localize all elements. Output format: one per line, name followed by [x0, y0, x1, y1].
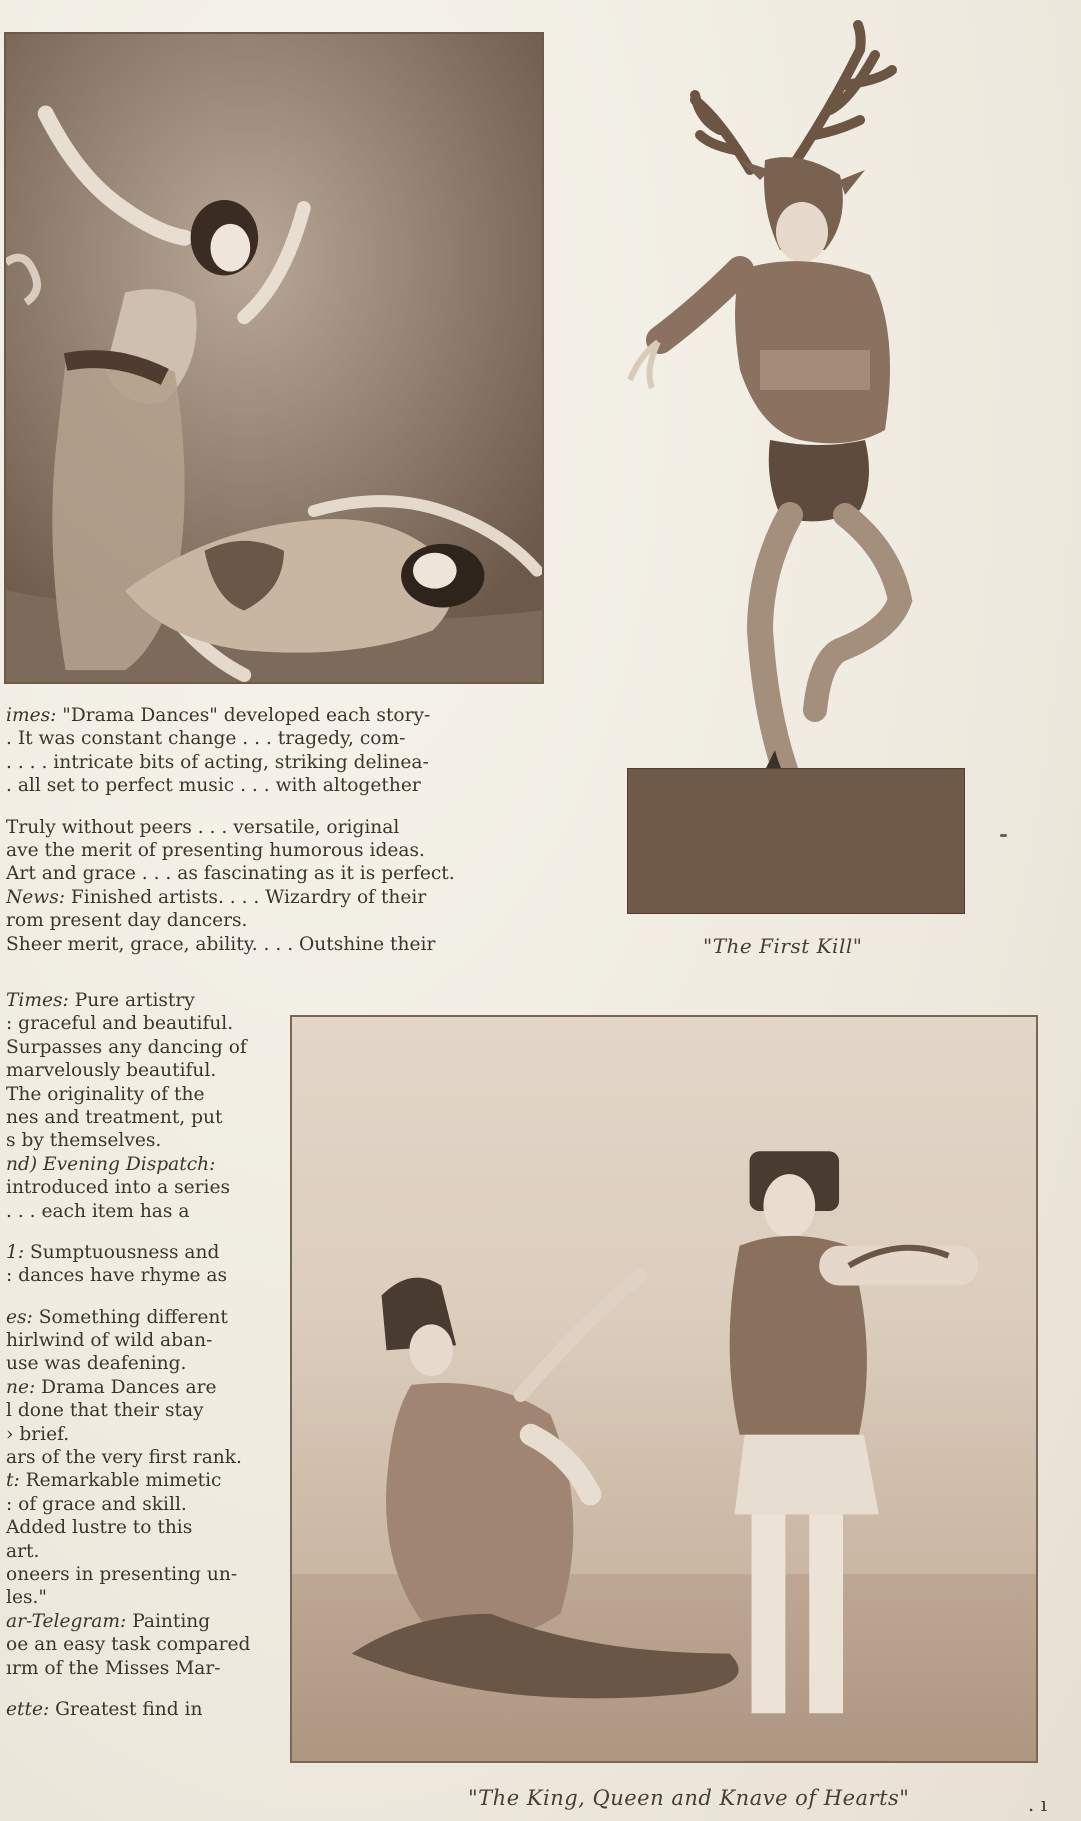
- source-name: News:: [6, 886, 65, 908]
- source-name: ne:: [6, 1376, 36, 1398]
- quote-text: oe an easy task compared: [6, 1634, 251, 1656]
- quote-text: ave the merit of presenting humorous ideas.: [6, 839, 425, 861]
- quote-line: [6, 1493, 262, 1516]
- paragraph-gap: [6, 1223, 262, 1241]
- page-marks: . ı: [1027, 1792, 1047, 1816]
- quote-text: ırm of the Misses Mar-: [6, 1657, 221, 1679]
- quote-text: les.": [6, 1587, 47, 1609]
- quote-line: [6, 1516, 262, 1539]
- caption-king-queen-knave: "The King, Queen and Knave of Hearts": [468, 1786, 910, 1810]
- quote-line: [6, 1446, 262, 1469]
- source-name: ette:: [6, 1698, 50, 1720]
- quote-text: Sumptuousness and: [24, 1241, 220, 1263]
- quote-text: l done that their stay: [6, 1400, 204, 1422]
- quote-text: : dances have rhyme as: [6, 1265, 228, 1287]
- quote-text: : graceful and beautiful.: [6, 1013, 234, 1035]
- quote-line: [6, 1200, 262, 1223]
- quote-text: Drama Dances are: [35, 1376, 217, 1398]
- quote-line: [6, 816, 492, 839]
- quote-line: [6, 1423, 262, 1446]
- quote-line: [6, 1657, 262, 1680]
- source-name: 1:: [6, 1241, 25, 1263]
- quote-line: [6, 933, 492, 956]
- quote-line: [6, 1306, 262, 1329]
- quote-text: "Drama Dances" developed each story-: [56, 705, 431, 726]
- quote-text: The originality of the: [6, 1083, 205, 1105]
- quote-text: : of grace and skill.: [6, 1493, 187, 1515]
- quote-text: . all set to perfect music . . . with altogether: [6, 775, 421, 797]
- quote-text: hirlwind of wild aban-: [6, 1330, 213, 1352]
- quote-line: [6, 1469, 262, 1492]
- source-name: nd) Evening Dispatch:: [6, 1153, 216, 1175]
- quote-text: Art and grace . . . as fascinating as it is perfect.: [6, 863, 455, 885]
- quote-text: Truly without peers . . . versatile, original: [6, 816, 400, 838]
- quote-text: ars of the very first rank.: [6, 1447, 242, 1469]
- quote-line: [6, 989, 262, 1012]
- quote-text: introduced into a series: [6, 1177, 231, 1199]
- quote-line: [6, 1376, 262, 1399]
- paragraph-gap: [6, 1288, 262, 1306]
- quote-line: [6, 1129, 262, 1152]
- quote-line: [6, 727, 492, 750]
- quote-text: use was deafening.: [6, 1353, 187, 1375]
- review-quotes-upper: [6, 704, 492, 956]
- quote-line: [6, 862, 492, 885]
- quote-text: marvelously beautiful.: [6, 1060, 217, 1082]
- quote-line: [6, 1399, 262, 1422]
- caption-first-kill: "The First Kill": [703, 934, 863, 958]
- source-name: es:: [6, 1306, 33, 1328]
- photo-deer-base: [627, 768, 965, 914]
- quote-text: s by themselves.: [6, 1130, 162, 1152]
- quote-text: Pure artistry: [68, 990, 195, 1011]
- quote-line: [6, 1012, 262, 1035]
- quote-line: [6, 909, 492, 932]
- paragraph-gap: [6, 1680, 262, 1698]
- quote-text: Finished artists. . . . Wizardry of their: [65, 886, 427, 908]
- quote-text: Painting: [126, 1610, 211, 1632]
- quote-line: [6, 1610, 262, 1633]
- quote-line: [6, 1540, 262, 1563]
- quote-line: [6, 1083, 262, 1106]
- quote-text: . . . . intricate bits of acting, striking delinea-: [6, 751, 429, 773]
- quote-text: art.: [6, 1540, 40, 1562]
- quote-line: [6, 1633, 262, 1656]
- quote-text: Remarkable mimetic: [19, 1470, 222, 1492]
- quote-line: [6, 1563, 262, 1586]
- source-name: Times:: [6, 990, 69, 1011]
- quote-line: [6, 1036, 262, 1059]
- quote-line: [6, 1241, 262, 1264]
- quote-line: [6, 1176, 262, 1199]
- quote-line: [6, 1264, 262, 1287]
- quote-line: [6, 774, 492, 797]
- quote-line: [6, 839, 492, 862]
- print-speck: [1000, 834, 1007, 837]
- quote-text: Greatest find in: [49, 1698, 203, 1720]
- quote-text: oneers in presenting un-: [6, 1563, 238, 1585]
- quote-text: › brief.: [6, 1423, 70, 1445]
- paragraph-gap: [6, 798, 492, 816]
- quote-text: Something different: [32, 1306, 228, 1328]
- quote-line: [6, 886, 492, 909]
- source-name: t:: [6, 1470, 20, 1492]
- quote-line: [6, 1586, 262, 1609]
- quote-text: rom present day dancers.: [6, 910, 248, 932]
- quote-text: . It was constant change . . . tragedy, com-: [6, 728, 406, 750]
- photo-king-queen-knave: [290, 1015, 1038, 1763]
- quote-line: [6, 1698, 262, 1721]
- quote-text: Surpasses any dancing of: [6, 1036, 247, 1058]
- quote-line: [6, 704, 492, 727]
- quote-line: [6, 1153, 262, 1176]
- quote-line: [6, 1352, 262, 1375]
- quote-line: [6, 1329, 262, 1352]
- quote-text: nes and treatment, put: [6, 1106, 223, 1128]
- photo-two-dancers: [4, 32, 544, 684]
- quote-text: Sheer merit, grace, ability. . . . Outshine their: [6, 933, 436, 955]
- quote-text: Added lustre to this: [6, 1517, 193, 1539]
- quote-line: [6, 751, 492, 774]
- review-quotes-lower: [6, 989, 262, 1721]
- quote-line: [6, 1106, 262, 1129]
- quote-line: [6, 1059, 262, 1082]
- source-name: imes:: [6, 705, 57, 726]
- quote-text: . . . each item has a: [6, 1200, 190, 1222]
- source-name: ar-Telegram:: [6, 1610, 127, 1632]
